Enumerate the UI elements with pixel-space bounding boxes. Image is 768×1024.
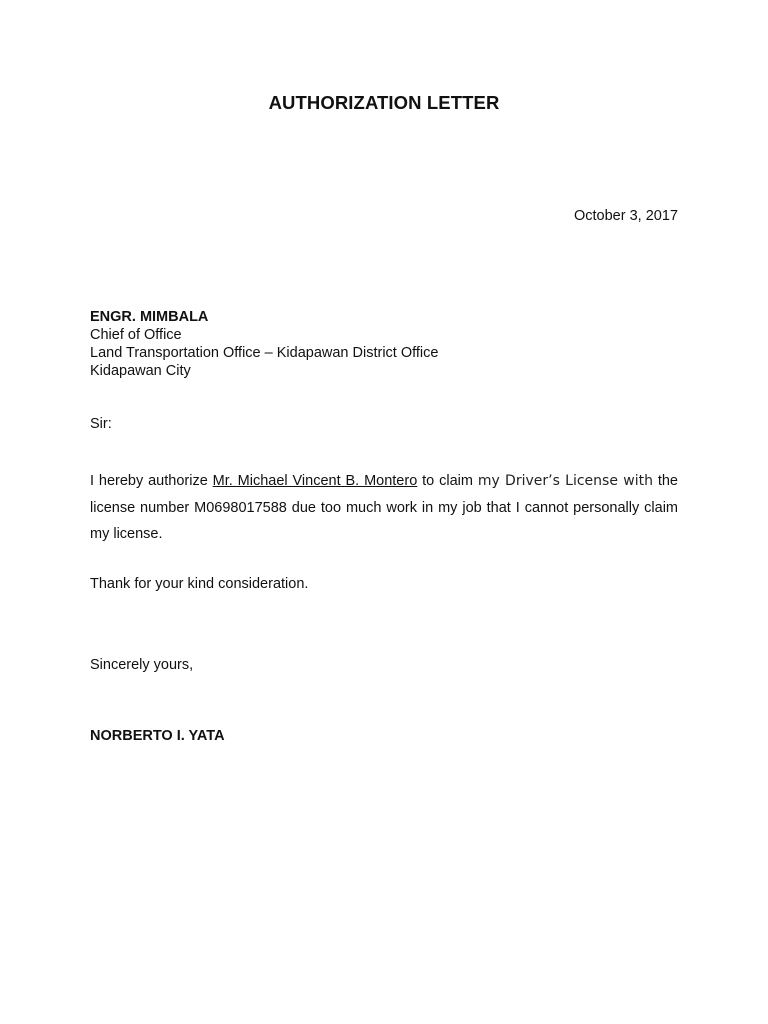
body-paragraph xyxy=(90,468,678,548)
salutation: Sir: xyxy=(90,416,112,432)
body-text-part3: the license number M0698017588 due too much work in my job that I cannot personally claim my license. xyxy=(90,473,678,542)
recipient-city: Kidapawan City xyxy=(90,363,191,379)
letter-date: October 3, 2017 xyxy=(574,208,678,224)
closing-line: Sincerely yours, xyxy=(90,657,194,673)
recipient-block xyxy=(90,308,438,380)
body-text-part1: I hereby authorize xyxy=(90,473,213,489)
recipient-name: ENGR. MIMBALA xyxy=(90,309,209,325)
signatory-name: NORBERTO I. YATA xyxy=(90,728,225,744)
recipient-office: Land Transportation Office – Kidapawan District Office xyxy=(90,345,439,361)
body-text-part2: to claim xyxy=(417,473,478,489)
thanks-line: Thank for your kind consideration. xyxy=(90,576,309,592)
letter-title: AUTHORIZATION LETTER xyxy=(268,92,500,113)
recipient-position: Chief of Office xyxy=(90,327,182,343)
authorized-person: Mr. Michael Vincent B. Montero xyxy=(212,473,418,489)
claim-item: my Driver’s License with xyxy=(477,473,653,489)
